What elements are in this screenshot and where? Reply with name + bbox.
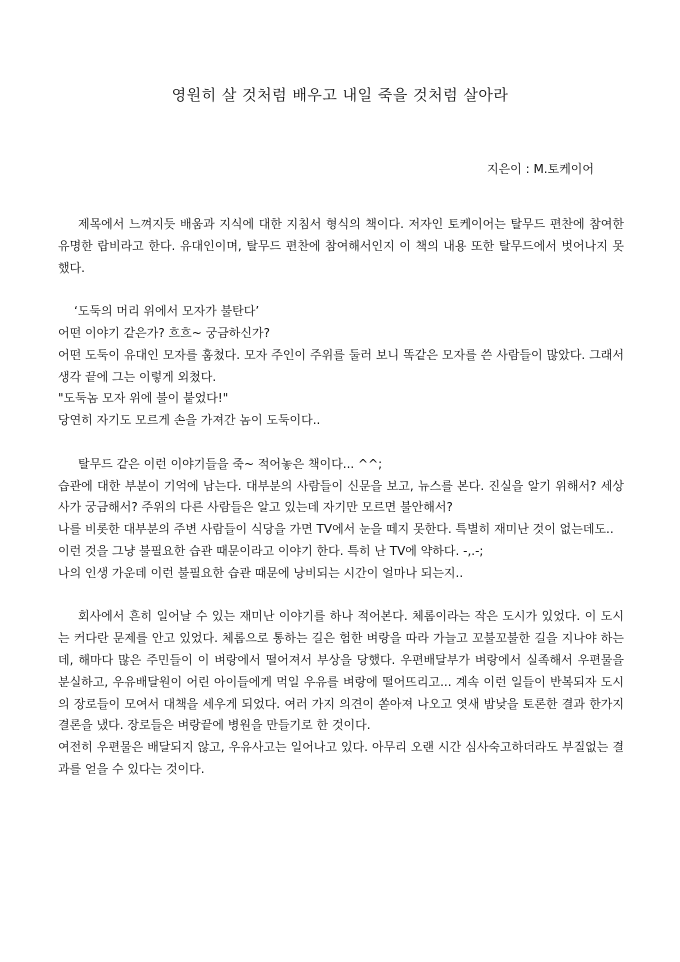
habit-line: 이런 것을 그냥 불필요한 습관 때문이라고 이야기 한다. 특히 난 TV에 약하다. -,.-;: [58, 543, 484, 558]
quote-section: [58, 301, 624, 432]
document-title: 영원히 살 것처럼 배우고 내일 죽을 것처럼 살아라: [171, 86, 509, 104]
quote-line: 당연히 자기도 모르게 손을 가져간 놈이 도둑이다..: [58, 413, 321, 428]
quote-line: 어떤 이야기 같은가? 흐흐~ 궁금하신가?: [58, 325, 270, 340]
intro-paragraph: 제목에서 느껴지듯 배움과 지식에 대한 지침서 형식의 책이다. 저자인 토케이어는 탈무드 편찬에 참여한 유명한 랍비라고 한다. 유대인이며, 탈무드 편찬에 참여해서인지 이 책의 내용 또한 탈무드에서 벗어나지 못했다.: [58, 217, 624, 275]
author-line: 지은이 : M.토케이어: [487, 162, 594, 176]
story-section: [58, 606, 624, 780]
habit-line: 나를 비롯한 대부분의 주변 사람들이 식당을 가면 TV에서 눈을 떼지 못한다. 특별히 재미난 것이 없는데도..: [58, 522, 614, 537]
quote-line: 어떤 도둑이 유대인 모자를 훔쳤다. 모자 주인이 주위를 둘러 보니 똑같은 모자를 쓴 사람들이 많았다. 그래서 생각 끝에 그는 이렇게 외쳤다.: [58, 347, 624, 384]
habit-line: 나의 인생 가운데 이런 불필요한 습관 때문에 낭비되는 시간이 얼마나 되는지..: [58, 565, 464, 580]
habit-section: [58, 454, 624, 585]
story-paragraph: 여전히 우편물은 배달되지 않고, 우유사고는 일어나고 있다. 아무리 오랜 시간 심사숙고하더라도 부질없는 결과를 얻을 수 있다는 것이다.: [58, 740, 624, 776]
habit-line: 습관에 대한 부분이 기억에 남는다. 대부분의 사람들이 신문을 보고, 뉴스를 본다. 진실을 알기 위해서? 세상사가 궁금해서? 주위의 다른 사람들은 알고 있는데 자기만 모르면 불안해서?: [58, 478, 624, 515]
quote-heading: ‘도둑의 머리 위에서 모자가 불탄다’: [74, 304, 260, 319]
document-body: [58, 214, 624, 803]
story-paragraph: 회사에서 흔히 일어날 수 있는 재미난 이야기를 하나 적어본다. 체롬이라는 작은 도시가 있었다. 이 도시는 커다란 문제를 안고 있었다. 체롬으로 통하는 길은 험한 벼랑을 따라 가늘고 꼬불꼬불한 길을 지나야 하는데, 해마다 많은 주민들이 이 벼랑에서 떨어져서 부상을 당했다. 우편배달부가 벼랑에서 실족해서 우편물을 분실하고, 우유배달원이 어린 아이들에게 먹일 우유를 벼랑에 떨어뜨리고... 계속 이런 일들이 반복되자 도시의 장로들이 모여서 대책을 세우게 되었다. 여러 가지 의견이 쏟아져 나오고 엿새 밤낮을 토론한 결과 한가지 결론을 냈다. 장로들은 벼랑끝에 병원을 만들기로 한 것이다.: [58, 609, 624, 733]
habit-line: 탈무드 같은 이런 이야기들을 죽~ 적어놓은 책이다... ^^;: [78, 456, 383, 471]
quote-line: "도둑놈 모자 위에 불이 붙었다!": [58, 391, 229, 406]
